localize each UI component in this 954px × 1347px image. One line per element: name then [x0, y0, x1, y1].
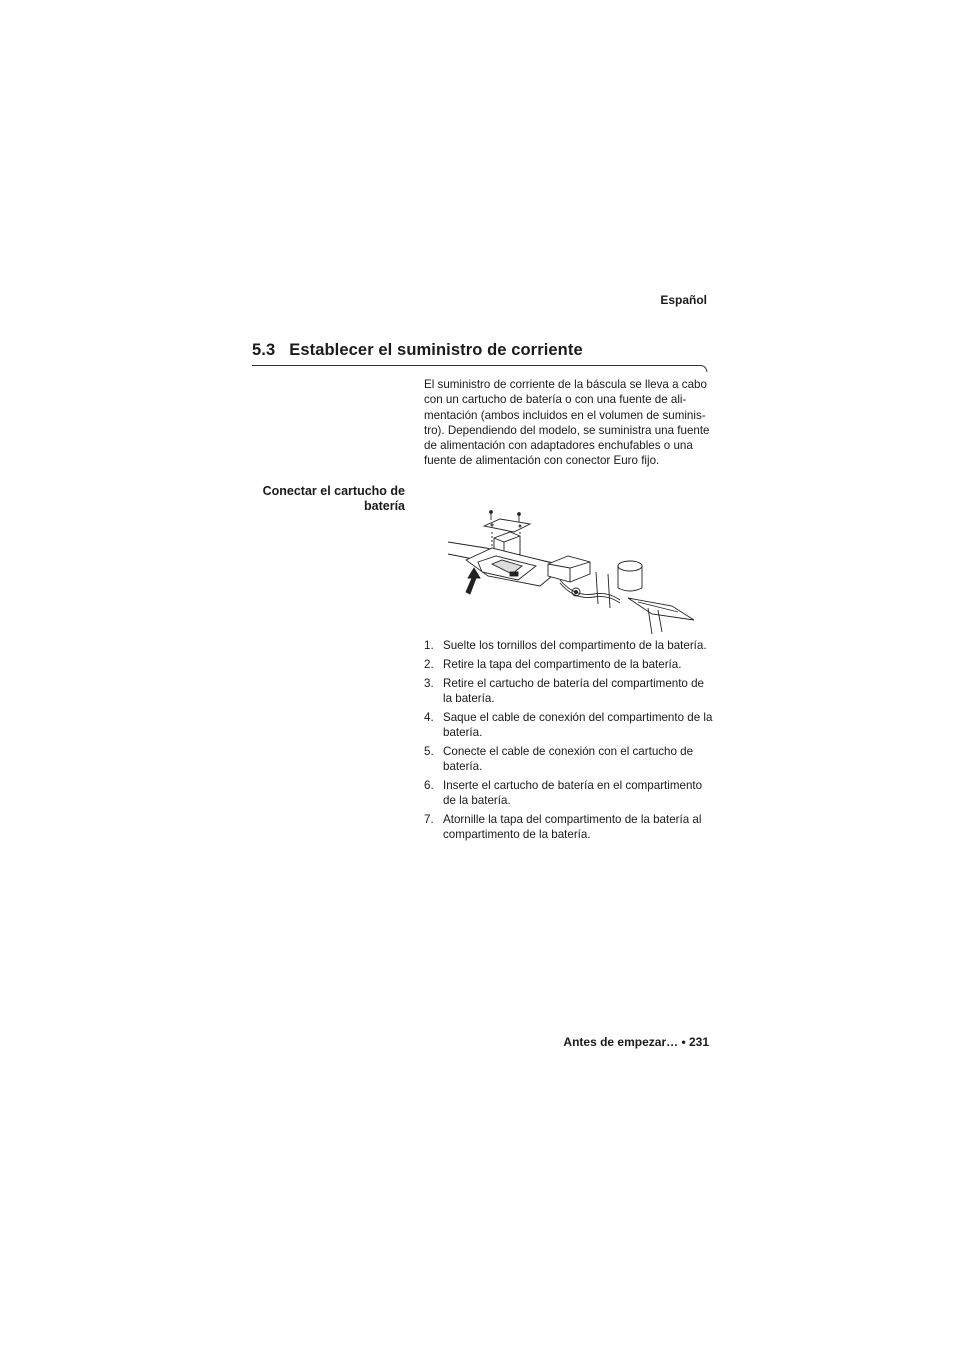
- subsection-title-line1: Conectar el cartucho de: [262, 484, 405, 498]
- step-number: 1.: [424, 639, 434, 652]
- page-footer: Antes de empezar… • 231: [563, 1035, 709, 1049]
- step-number: 7.: [424, 813, 434, 826]
- list-item: [424, 710, 714, 740]
- list-item: [424, 744, 714, 774]
- step-number: 5.: [424, 745, 434, 758]
- subsection-title-line2: batería: [364, 499, 405, 513]
- section-title: Establecer el suministro de corriente: [289, 341, 583, 359]
- intro-paragraph: El suministro de corriente de la báscula se lleva a cabo con un cartucho de batería o con una fuente de ali-mentación (ambos incluidos en el volumen de suminis-tro). Dependiendo del modelo, se suministra una fuente de alimentación con adaptadores enchufables o una fuente de alimentación con conector Euro fijo.: [424, 378, 710, 468]
- step-number: 4.: [424, 711, 434, 724]
- list-item: [424, 638, 714, 653]
- list-item: [424, 676, 714, 706]
- step-text: Retire el cartucho de batería del compartimento de la batería.: [443, 677, 705, 705]
- section-number: 5.3: [252, 341, 276, 359]
- step-number: 3.: [424, 677, 434, 690]
- step-text: Atornille la tapa del compartimento de la batería al compartimento de la batería.: [443, 813, 702, 841]
- steps-list: [424, 638, 714, 846]
- language-label: Español: [660, 293, 707, 307]
- list-item: [424, 657, 714, 672]
- battery-compartment-illustration: [448, 508, 698, 634]
- subsection-heading: [240, 484, 405, 514]
- step-text: Suelte los tornillos del compartimento de la batería.: [443, 639, 707, 652]
- list-item: [424, 812, 714, 842]
- step-number: 2.: [424, 658, 434, 671]
- step-text: Conecte el cable de conexión con el cartucho de batería.: [443, 745, 694, 773]
- step-number: 6.: [424, 779, 434, 792]
- heading-rule: [252, 359, 708, 373]
- step-text: Saque el cable de conexión del compartimento de la batería.: [443, 711, 713, 739]
- list-item: [424, 778, 714, 808]
- section-heading: [252, 341, 583, 360]
- step-text: Retire la tapa del compartimento de la batería.: [443, 658, 682, 671]
- step-text: Inserte el cartucho de batería en el compartimento de la batería.: [443, 779, 703, 807]
